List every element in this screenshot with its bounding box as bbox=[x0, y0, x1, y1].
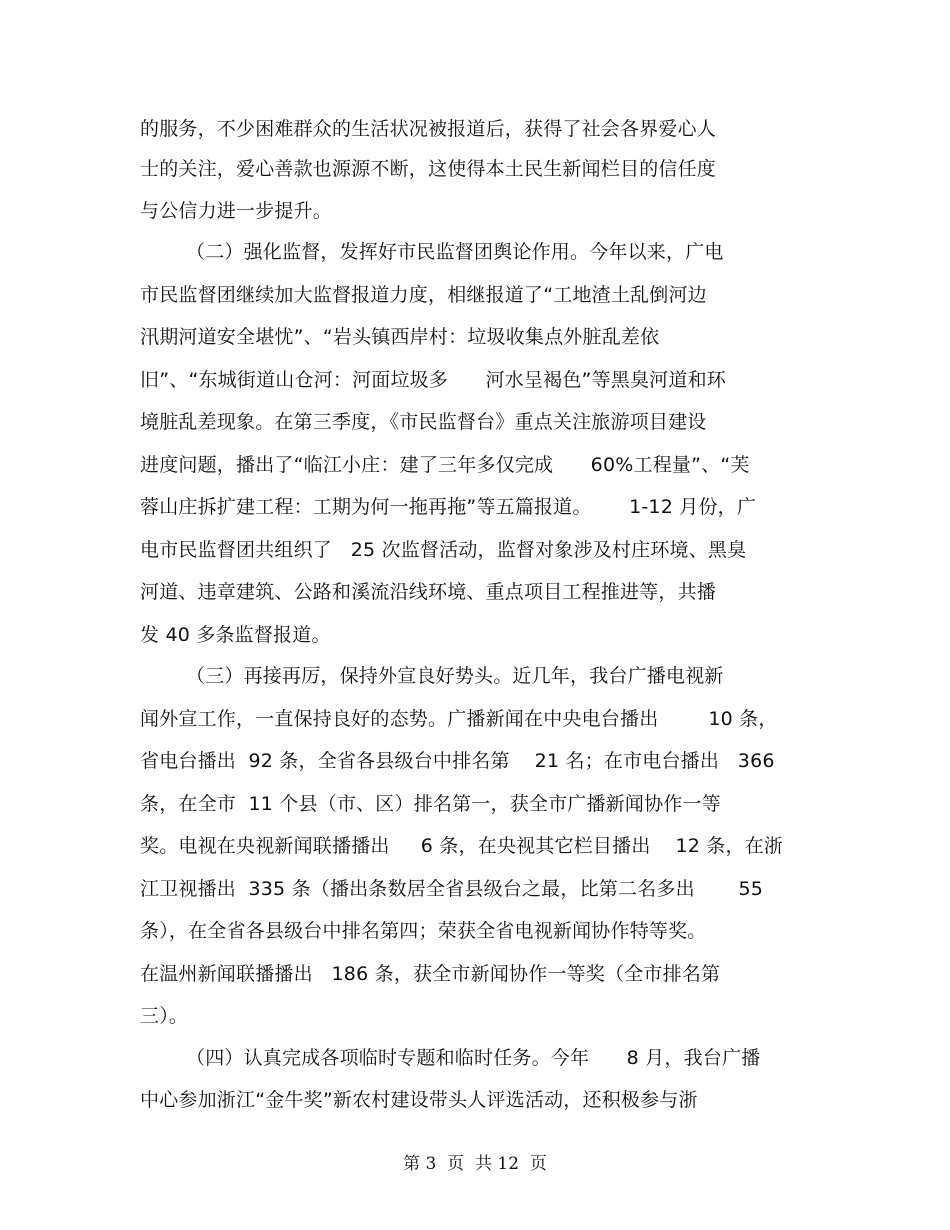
text-line: 蓉山庄拆扩建工程：工期为何一拖再拖”等五篇报道。 1-12 月份，广 bbox=[140, 496, 757, 518]
text-line: 奖。电视在央视新闻联播播出 6 条，在央视其它栏目播出 12 条，在浙 bbox=[140, 835, 784, 857]
page-number-footer: 第 3 页 共 12 页 bbox=[403, 1154, 547, 1174]
text-line: 电市民监督团共组织了 25 次监督活动，监督对象涉及村庄环境、黑臭 bbox=[140, 539, 747, 561]
paragraph-heading-line: （三）再接再厉，保持外宣良好势头。近几年，我台广播电视新 bbox=[186, 665, 724, 687]
text-line: 中心参加浙江“金牛奖”新农村建设带头人评选活动，还积极参与浙 bbox=[140, 1089, 698, 1111]
text-line: 三）。 bbox=[140, 1005, 189, 1027]
text-line: 省电台播出 92 条，全省各县级台中排名第 21 名；在市电台播出 366 bbox=[140, 750, 775, 772]
text-line: 进度问题，播出了“临江小庄：建了三年多仅完成 60%工程量”、“芙 bbox=[140, 454, 750, 476]
text-line: 的服务，不少困难群众的生活状况被报道后，获得了社会各界爱心人 bbox=[140, 118, 717, 140]
text-line: 与公信力进一步提升。 bbox=[140, 200, 333, 222]
text-line: 旧”、“东城街道山仓河：河面垃圾多 河水呈褐色”等黑臭河道和环 bbox=[140, 369, 726, 391]
paragraph-heading-line: （四）认真完成各项临时专题和临时任务。今年 8 月，我台广播 bbox=[186, 1047, 761, 1069]
paragraph-heading-line: （二）强化监督，发挥好市民监督团舆论作用。今年以来，广电 bbox=[186, 241, 724, 263]
text-line: 境脏乱差现象。在第三季度，《市民监督台》重点关注旅游项目建设 bbox=[140, 411, 707, 433]
text-line: 发 40 多条监督报道。 bbox=[140, 624, 331, 646]
text-line: 河道、违章建筑、公路和溪流沿线环境、重点项目工程推进等，共播 bbox=[140, 581, 717, 603]
text-line: 闻外宣工作，一直保持良好的态势。广播新闻在中央电台播出 10 条， bbox=[140, 708, 778, 730]
text-line: 条，在全市 11 个县（市、区）排名第一，获全市广播新闻协作一等 bbox=[140, 793, 721, 815]
text-line: 士的关注，爱心善款也源源不断，这使得本土民生新闻栏目的信任度 bbox=[140, 158, 717, 180]
text-line: 汛期河道安全堪忧”、“岩头镇西岸村：垃圾收集点外脏乱差依 bbox=[140, 326, 660, 348]
text-line: 条），在全省各县级台中排名第四；荣获全省电视新闻协作特等奖。 bbox=[140, 920, 707, 942]
text-line: 江卫视播出 335 条（播出条数居全省县级台之最，比第二名多出 55 bbox=[140, 878, 764, 900]
text-line: 市民监督团继续加大监督报道力度，相继报道了“工地渣土乱倒河边 bbox=[140, 284, 707, 306]
text-line: 在温州新闻联播播出 186 条，获全市新闻协作一等奖（全市排名第 bbox=[140, 963, 721, 985]
